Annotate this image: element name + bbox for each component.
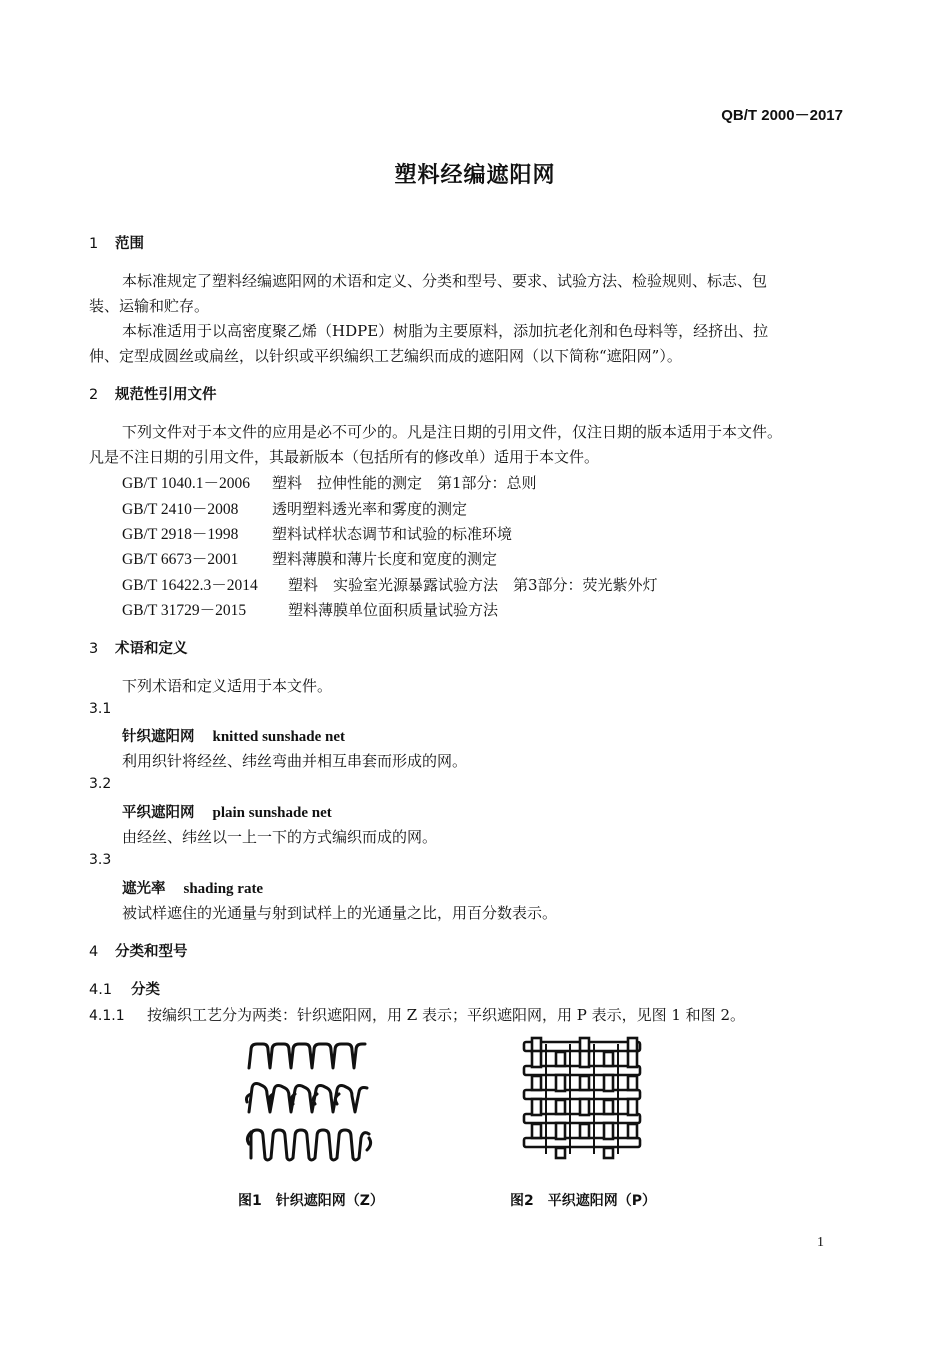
reference-code: GB/T 31729－2015 [122,602,247,619]
section-1-heading [89,232,144,253]
section-title: 术语和定义 [115,641,188,657]
reference-code: GB/T 16422.3－2014 [122,577,258,594]
term-english: shading rate [183,881,264,897]
paragraph-line: 下列文件对于本文件的应用是必不可少的。凡是注日期的引用文件，仅注日期的版本适用于本文件。 [122,423,783,441]
subsection-number: 4.1 [89,982,113,998]
document-title: 塑料经编遮阳网 [394,163,556,188]
reference-title: 塑料 拉伸性能的测定 第1部分：总则 [272,474,537,492]
reference-item [122,497,467,519]
term-definition: 被试样遮住的光通量与射到试样上的光通量之比，用百分数表示。 [122,904,558,922]
section-number: 2 [89,387,99,403]
term-heading [122,725,345,746]
figure-1-caption: 图1 针织遮阳网（Z） [238,1193,384,1209]
section-number: 4 [89,944,99,960]
figure-2-caption: 图2 平织遮阳网（P） [510,1193,657,1209]
clause [89,1004,745,1025]
reference-title: 塑料试样状态调节和试验的标准环境 [272,525,513,543]
term-chinese: 遮光率 [122,881,166,897]
reference-title: 塑料薄膜单位面积质量试验方法 [288,601,499,619]
section-title: 规范性引用文件 [115,387,217,403]
reference-title: 塑料薄膜和薄片长度和宽度的测定 [272,550,498,568]
reference-code: GB/T 1040.1－2006 [122,475,251,492]
term-definition: 由经丝、纬丝以一上一下的方式编织而成的网。 [122,828,438,846]
paragraph-line: 伸、定型成圆丝或扁丝，以针织或平织编织工艺编织而成的遮阳网（以下简称“遮阳网”）。 [89,347,682,365]
section-2-heading [89,383,217,404]
reference-title: 透明塑料透光率和雾度的测定 [272,500,468,518]
reference-code: GB/T 6673－2001 [122,551,239,568]
page-number: 1 [817,1235,824,1250]
paragraph-line: 本标准规定了塑料经编遮阳网的术语和定义、分类和型号、要求、试验方法、检验规则、标志、包 [122,272,768,290]
section-3-heading [89,637,188,658]
reference-item [122,598,498,620]
term-definition: 利用织针将经丝、纬丝弯曲并相互串套而形成的网。 [122,752,468,770]
reference-item [122,522,512,544]
section-number: 3 [89,641,99,657]
subsection-title: 分类 [131,982,160,998]
reference-title: 塑料 实验室光源暴露试验方法 第3部分：荧光紫外灯 [288,576,658,594]
reference-item [122,471,537,493]
term-number: 3.1 [89,701,112,717]
term-chinese: 平织遮阳网 [122,805,195,821]
term-number: 3.2 [89,776,112,792]
standard-code: QB/T 2000－2017 [721,107,843,124]
paragraph-line: 本标准适用于以高密度聚乙烯（HDPE）树脂为主要原料，添加抗老化剂和色母料等，经挤出、拉 [122,322,769,340]
section-number: 1 [89,236,99,252]
reference-item [122,547,497,569]
clause-number: 4.1.1 [89,1008,125,1024]
knitted-net-figure [243,1040,378,1165]
term-heading [122,801,332,822]
term-english: plain sunshade net [212,805,332,821]
section-title: 范围 [115,236,144,252]
term-english: knitted sunshade net [212,729,346,745]
term-chinese: 针织遮阳网 [122,729,195,745]
plain-weave-figure [520,1036,644,1160]
reference-code: GB/T 2918－1998 [122,526,239,543]
reference-code: GB/T 2410－2008 [122,501,239,518]
term-number: 3.3 [89,852,112,868]
section-4-heading [89,940,188,961]
paragraph-line: 下列术语和定义适用于本文件。 [122,677,333,695]
section-title: 分类和型号 [115,944,188,960]
clause-text: 按编织工艺分为两类：针织遮阳网，用 Z 表示；平织遮阳网，用 P 表示，见图 1 和图 2。 [147,1006,745,1024]
paragraph-line: 装、运输和贮存。 [89,297,210,315]
reference-item [122,573,658,595]
term-heading [122,877,263,898]
subsection-heading [89,978,160,999]
paragraph-line: 凡是不注日期的引用文件，其最新版本（包括所有的修改单）适用于本文件。 [89,448,600,466]
